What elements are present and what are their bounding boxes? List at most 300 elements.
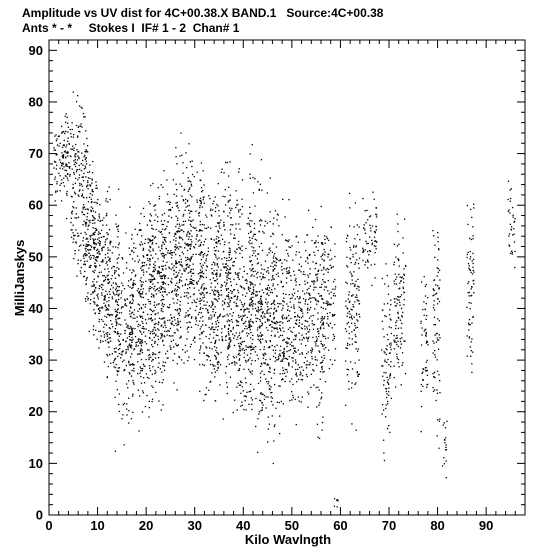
data-point (217, 222, 218, 223)
data-point (237, 383, 238, 384)
data-point (142, 411, 143, 412)
data-point (117, 331, 118, 332)
data-point (261, 159, 262, 160)
data-point (238, 315, 239, 316)
data-point (129, 373, 130, 374)
data-point (257, 272, 258, 273)
data-point (116, 291, 117, 292)
data-point (357, 234, 358, 235)
data-point (252, 250, 253, 251)
data-point (299, 297, 300, 298)
data-point (154, 337, 155, 338)
data-point (327, 256, 328, 257)
data-point (178, 313, 179, 314)
data-point (218, 241, 219, 242)
data-point (186, 279, 187, 280)
data-point (255, 360, 256, 361)
data-point (286, 358, 287, 359)
data-point (134, 348, 135, 349)
data-point (293, 271, 294, 272)
data-point (169, 268, 170, 269)
data-point (96, 250, 97, 251)
data-point (242, 276, 243, 277)
data-point (151, 281, 152, 282)
data-point (214, 253, 215, 254)
data-point (62, 132, 63, 133)
data-point (228, 242, 229, 243)
data-point (231, 319, 232, 320)
data-point (314, 242, 315, 243)
data-point (215, 211, 216, 212)
data-point (67, 152, 68, 153)
data-point (126, 327, 127, 328)
data-point (73, 172, 74, 173)
data-point (251, 363, 252, 364)
data-point (201, 267, 202, 268)
data-point (270, 386, 271, 387)
data-point (301, 317, 302, 318)
data-point (155, 229, 156, 230)
data-point (165, 254, 166, 255)
data-point (88, 226, 89, 227)
data-point (281, 309, 282, 310)
data-point (143, 377, 144, 378)
data-point (189, 213, 190, 214)
data-point (190, 322, 191, 323)
data-point (131, 342, 132, 343)
data-point (210, 228, 211, 229)
data-point (252, 308, 253, 309)
data-point (433, 343, 434, 344)
data-point (241, 287, 242, 288)
data-point (437, 237, 438, 238)
data-point (249, 357, 250, 358)
data-point (249, 240, 250, 241)
data-point (249, 327, 250, 328)
data-point (289, 327, 290, 328)
data-point (510, 253, 511, 254)
data-point (229, 305, 230, 306)
data-point (107, 238, 108, 239)
data-point (259, 340, 260, 341)
data-point (467, 292, 468, 293)
data-point (255, 250, 256, 251)
data-point (110, 328, 111, 329)
data-point (310, 316, 311, 317)
data-point (252, 268, 253, 269)
data-point (187, 360, 188, 361)
data-point (173, 239, 174, 240)
data-point (359, 316, 360, 317)
data-point (112, 298, 113, 299)
data-point (202, 316, 203, 317)
data-point (238, 325, 239, 326)
data-point (196, 282, 197, 283)
data-point (200, 347, 201, 348)
data-point (117, 258, 118, 259)
data-point (322, 244, 323, 245)
data-point (367, 251, 368, 252)
data-point (117, 302, 118, 303)
data-point (433, 391, 434, 392)
data-point (229, 208, 230, 209)
data-point (267, 270, 268, 271)
data-point (64, 133, 65, 134)
data-point (514, 251, 515, 252)
data-point (113, 362, 114, 363)
data-point (59, 143, 60, 144)
data-point (147, 349, 148, 350)
data-point (249, 299, 250, 300)
data-point (72, 146, 73, 147)
data-point (227, 393, 228, 394)
data-point (170, 322, 171, 323)
data-point (241, 245, 242, 246)
data-point (305, 261, 306, 262)
data-point (355, 382, 356, 383)
data-point (255, 398, 256, 399)
data-point (227, 348, 228, 349)
data-point (255, 284, 256, 285)
data-point (231, 285, 232, 286)
data-point (107, 332, 108, 333)
data-point (510, 189, 511, 190)
data-point (234, 357, 235, 358)
data-point (257, 329, 258, 330)
data-point (362, 252, 363, 253)
data-point (297, 296, 298, 297)
data-point (335, 295, 336, 296)
data-point (201, 286, 202, 287)
data-point (289, 344, 290, 345)
data-point (161, 184, 162, 185)
data-point (314, 281, 315, 282)
data-point (78, 250, 79, 251)
data-point (187, 250, 188, 251)
data-point (112, 296, 113, 297)
data-point (95, 239, 96, 240)
data-point (74, 250, 75, 251)
data-point (426, 332, 427, 333)
y-tick-label: 20 (28, 404, 43, 420)
data-point (286, 268, 287, 269)
data-point (162, 237, 163, 238)
data-point (347, 266, 348, 267)
data-point (511, 188, 512, 189)
data-point (384, 361, 385, 362)
data-point (270, 313, 271, 314)
data-point (244, 328, 245, 329)
data-point (127, 387, 128, 388)
data-point (170, 328, 171, 329)
data-point (219, 240, 220, 241)
data-point (294, 312, 295, 313)
data-point (195, 318, 196, 319)
data-point (397, 341, 398, 342)
data-point (349, 337, 350, 338)
data-point (148, 201, 149, 202)
data-point (399, 305, 400, 306)
y-tick-label: 40 (28, 300, 43, 316)
data-point (92, 285, 93, 286)
data-point (161, 308, 162, 309)
data-point (175, 156, 176, 157)
data-point (125, 304, 126, 305)
data-point (108, 366, 109, 367)
data-point (176, 267, 177, 268)
data-point (216, 352, 217, 353)
data-point (191, 241, 192, 242)
data-point (213, 309, 214, 310)
data-point (84, 155, 85, 156)
data-point (195, 310, 196, 311)
data-point (118, 324, 119, 325)
data-point (295, 280, 296, 281)
data-point (223, 222, 224, 223)
data-point (104, 275, 105, 276)
data-point (133, 280, 134, 281)
data-point (253, 192, 254, 193)
data-point (182, 252, 183, 253)
data-point (125, 349, 126, 350)
data-point (104, 361, 105, 362)
data-point (187, 310, 188, 311)
data-point (351, 273, 352, 274)
data-point (425, 329, 426, 330)
data-point (162, 318, 163, 319)
data-point (257, 355, 258, 356)
data-point (186, 206, 187, 207)
data-point (175, 309, 176, 310)
data-point (294, 335, 295, 336)
data-point (170, 253, 171, 254)
data-point (228, 252, 229, 253)
data-point (239, 348, 240, 349)
data-point (244, 303, 245, 304)
data-point (514, 241, 515, 242)
data-point (250, 297, 251, 298)
data-point (470, 356, 471, 357)
data-point (90, 303, 91, 304)
data-point (139, 308, 140, 309)
data-point (108, 271, 109, 272)
data-point (238, 244, 239, 245)
data-point (255, 255, 256, 256)
data-point (89, 164, 90, 165)
data-point (262, 318, 263, 319)
data-point (145, 336, 146, 337)
data-point (76, 149, 77, 150)
data-point (104, 298, 105, 299)
data-point (60, 162, 61, 163)
data-point (144, 382, 145, 383)
data-point (201, 276, 202, 277)
data-point (325, 282, 326, 283)
data-point (290, 349, 291, 350)
data-point (510, 198, 511, 199)
data-point (176, 296, 177, 297)
data-point (334, 314, 335, 315)
data-point (216, 357, 217, 358)
data-point (253, 290, 254, 291)
data-point (255, 239, 256, 240)
data-point (157, 282, 158, 283)
data-point (99, 245, 100, 246)
data-point (296, 324, 297, 325)
data-point (151, 314, 152, 315)
data-point (174, 290, 175, 291)
data-point (257, 327, 258, 328)
data-point (78, 196, 79, 197)
data-point (217, 301, 218, 302)
data-point (322, 255, 323, 256)
data-point (125, 353, 126, 354)
data-point (129, 287, 130, 288)
data-point (466, 257, 467, 258)
data-point (266, 327, 267, 328)
data-point (382, 365, 383, 366)
data-point (210, 314, 211, 315)
data-point (139, 315, 140, 316)
data-point (81, 184, 82, 185)
data-point (142, 293, 143, 294)
data-point (141, 270, 142, 271)
data-point (347, 343, 348, 344)
chart-subtitle: Ants * - * Stokes I IF# 1 - 2 Chan# 1 (22, 21, 240, 35)
data-point (387, 334, 388, 335)
data-point (179, 224, 180, 225)
data-point (164, 239, 165, 240)
data-point (186, 268, 187, 269)
data-point (327, 303, 328, 304)
data-point (214, 343, 215, 344)
data-point (72, 149, 73, 150)
data-point (439, 334, 440, 335)
data-point (203, 170, 204, 171)
data-point (169, 204, 170, 205)
y-tick-label: 60 (28, 197, 43, 213)
data-point (355, 362, 356, 363)
data-point (95, 231, 96, 232)
data-point (236, 325, 237, 326)
data-point (117, 262, 118, 263)
data-point (94, 289, 95, 290)
data-point (205, 325, 206, 326)
data-point (388, 286, 389, 287)
data-point (220, 314, 221, 315)
data-point (261, 264, 262, 265)
data-point (230, 341, 231, 342)
data-point (359, 314, 360, 315)
data-point (397, 214, 398, 215)
data-point (83, 180, 84, 181)
data-point (118, 189, 119, 190)
data-point (75, 156, 76, 157)
data-point (131, 278, 132, 279)
data-point (398, 346, 399, 347)
data-point (439, 320, 440, 321)
data-point (83, 208, 84, 209)
data-point (224, 257, 225, 258)
data-point (140, 376, 141, 377)
data-point (264, 353, 265, 354)
data-point (243, 369, 244, 370)
data-point (264, 399, 265, 400)
data-point (78, 194, 79, 195)
data-point (87, 229, 88, 230)
data-point (214, 262, 215, 263)
data-point (92, 208, 93, 209)
data-point (357, 327, 358, 328)
data-point (200, 245, 201, 246)
data-point (137, 234, 138, 235)
data-point (168, 278, 169, 279)
data-point (117, 312, 118, 313)
data-point (111, 324, 112, 325)
data-point (327, 272, 328, 273)
data-point (188, 143, 189, 144)
data-point (352, 275, 353, 276)
data-point (446, 421, 447, 422)
data-point (228, 294, 229, 295)
data-point (323, 281, 324, 282)
data-point (241, 320, 242, 321)
data-point (149, 260, 150, 261)
data-point (144, 243, 145, 244)
data-point (98, 220, 99, 221)
data-point (387, 359, 388, 360)
data-point (119, 312, 120, 313)
data-point (296, 372, 297, 373)
data-point (178, 210, 179, 211)
data-point (155, 307, 156, 308)
data-point (283, 331, 284, 332)
data-point (395, 328, 396, 329)
data-point (437, 359, 438, 360)
data-point (90, 259, 91, 260)
data-point (197, 171, 198, 172)
data-point (113, 293, 114, 294)
data-point (184, 271, 185, 272)
data-point (133, 370, 134, 371)
data-point (221, 284, 222, 285)
data-point (107, 314, 108, 315)
data-point (137, 290, 138, 291)
data-point (179, 238, 180, 239)
data-point (257, 334, 258, 335)
data-point (181, 186, 182, 187)
data-point (291, 342, 292, 343)
data-point (162, 284, 163, 285)
data-point (306, 364, 307, 365)
data-point (473, 207, 474, 208)
data-point (105, 254, 106, 255)
data-point (470, 209, 471, 210)
data-point (297, 315, 298, 316)
data-point (302, 313, 303, 314)
data-point (324, 344, 325, 345)
data-point (106, 215, 107, 216)
data-point (276, 262, 277, 263)
data-point (365, 233, 366, 234)
data-point (296, 334, 297, 335)
data-point (272, 292, 273, 293)
data-point (332, 314, 333, 315)
data-point (244, 315, 245, 316)
data-point (234, 400, 235, 401)
data-point (375, 232, 376, 233)
data-point (98, 231, 99, 232)
